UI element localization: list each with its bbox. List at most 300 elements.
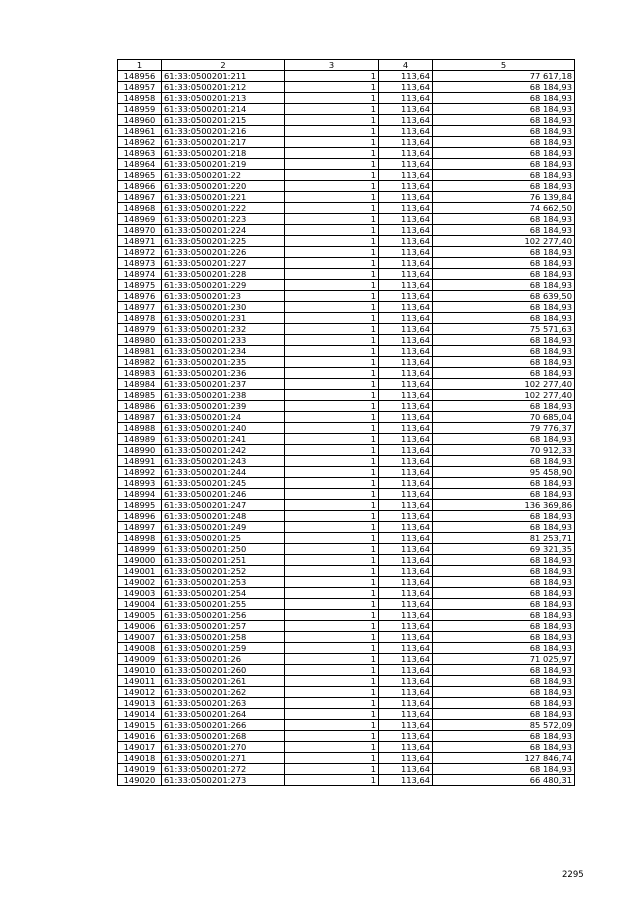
- cadastral-number-cell: 61:33:0500201:243: [162, 456, 285, 467]
- table-row: [118, 621, 575, 632]
- value-cell: 68 184,93: [433, 698, 575, 709]
- area-cell: 113,64: [379, 599, 433, 610]
- quantity-cell: 1: [285, 269, 379, 280]
- area-cell: 113,64: [379, 357, 433, 368]
- table-row: [118, 511, 575, 522]
- area-cell: 113,64: [379, 423, 433, 434]
- table-row: [118, 280, 575, 291]
- column-header-4: 4: [379, 60, 433, 71]
- table-row: [118, 456, 575, 467]
- row-number-cell: 148978: [118, 313, 162, 324]
- value-cell: 68 184,93: [433, 522, 575, 533]
- quantity-cell: 1: [285, 775, 379, 786]
- table-row: [118, 313, 575, 324]
- row-number-cell: 148990: [118, 445, 162, 456]
- row-number-cell: 148968: [118, 203, 162, 214]
- table-row: [118, 335, 575, 346]
- table-row: [118, 478, 575, 489]
- cadastral-number-cell: 61:33:0500201:212: [162, 82, 285, 93]
- area-cell: 113,64: [379, 126, 433, 137]
- area-cell: 113,64: [379, 445, 433, 456]
- value-cell: 81 253,71: [433, 533, 575, 544]
- cadastral-number-cell: 61:33:0500201:242: [162, 445, 285, 456]
- cadastral-number-cell: 61:33:0500201:237: [162, 379, 285, 390]
- cadastral-number-cell: 61:33:0500201:260: [162, 665, 285, 676]
- row-number-cell: 148983: [118, 368, 162, 379]
- value-cell: 95 458,90: [433, 467, 575, 478]
- quantity-cell: 1: [285, 247, 379, 258]
- value-cell: 68 184,93: [433, 126, 575, 137]
- quantity-cell: 1: [285, 588, 379, 599]
- row-number-cell: 149011: [118, 676, 162, 687]
- quantity-cell: 1: [285, 533, 379, 544]
- table-row: [118, 269, 575, 280]
- cadastral-number-cell: 61:33:0500201:238: [162, 390, 285, 401]
- area-cell: 113,64: [379, 302, 433, 313]
- table-row: [118, 753, 575, 764]
- value-cell: 68 184,93: [433, 709, 575, 720]
- cadastral-number-cell: 61:33:0500201:216: [162, 126, 285, 137]
- quantity-cell: 1: [285, 192, 379, 203]
- area-cell: 113,64: [379, 115, 433, 126]
- row-number-cell: 149018: [118, 753, 162, 764]
- row-number-cell: 149002: [118, 577, 162, 588]
- value-cell: 68 184,93: [433, 313, 575, 324]
- area-cell: 113,64: [379, 753, 433, 764]
- quantity-cell: 1: [285, 610, 379, 621]
- table-row: [118, 764, 575, 775]
- area-cell: 113,64: [379, 104, 433, 115]
- row-number-cell: 149009: [118, 654, 162, 665]
- cadastral-number-cell: 61:33:0500201:25: [162, 533, 285, 544]
- cadastral-number-cell: 61:33:0500201:239: [162, 401, 285, 412]
- area-cell: 113,64: [379, 643, 433, 654]
- quantity-cell: 1: [285, 368, 379, 379]
- area-cell: 113,64: [379, 335, 433, 346]
- area-cell: 113,64: [379, 500, 433, 511]
- table-row: [118, 665, 575, 676]
- value-cell: 136 369,86: [433, 500, 575, 511]
- cadastral-number-cell: 61:33:0500201:224: [162, 225, 285, 236]
- quantity-cell: 1: [285, 203, 379, 214]
- table-row: [118, 93, 575, 104]
- quantity-cell: 1: [285, 170, 379, 181]
- cadastral-number-cell: 61:33:0500201:240: [162, 423, 285, 434]
- value-cell: 68 184,93: [433, 511, 575, 522]
- area-cell: 113,64: [379, 511, 433, 522]
- table-row: [118, 500, 575, 511]
- row-number-cell: 149010: [118, 665, 162, 676]
- cadastral-number-cell: 61:33:0500201:249: [162, 522, 285, 533]
- row-number-cell: 149008: [118, 643, 162, 654]
- value-cell: 68 184,93: [433, 302, 575, 313]
- table-row: [118, 687, 575, 698]
- area-cell: 113,64: [379, 401, 433, 412]
- value-cell: 102 277,40: [433, 379, 575, 390]
- area-cell: 113,64: [379, 709, 433, 720]
- row-number-cell: 148999: [118, 544, 162, 555]
- table-row: [118, 368, 575, 379]
- row-number-cell: 148957: [118, 82, 162, 93]
- quantity-cell: 1: [285, 632, 379, 643]
- table-row: [118, 390, 575, 401]
- cadastral-number-cell: 61:33:0500201:236: [162, 368, 285, 379]
- area-cell: 113,64: [379, 489, 433, 500]
- value-cell: 68 184,93: [433, 731, 575, 742]
- area-cell: 113,64: [379, 544, 433, 555]
- area-cell: 113,64: [379, 412, 433, 423]
- cadastral-number-cell: 61:33:0500201:23: [162, 291, 285, 302]
- value-cell: 68 184,93: [433, 137, 575, 148]
- value-cell: 68 184,93: [433, 115, 575, 126]
- quantity-cell: 1: [285, 764, 379, 775]
- value-cell: 68 184,93: [433, 258, 575, 269]
- table-row: [118, 159, 575, 170]
- row-number-cell: 148967: [118, 192, 162, 203]
- area-cell: 113,64: [379, 467, 433, 478]
- table-row: [118, 577, 575, 588]
- area-cell: 113,64: [379, 764, 433, 775]
- quantity-cell: 1: [285, 709, 379, 720]
- table-header-row: [118, 60, 575, 71]
- cadastral-number-cell: 61:33:0500201:259: [162, 643, 285, 654]
- area-cell: 113,64: [379, 137, 433, 148]
- row-number-cell: 149014: [118, 709, 162, 720]
- cadastral-number-cell: 61:33:0500201:250: [162, 544, 285, 555]
- row-number-cell: 149007: [118, 632, 162, 643]
- row-number-cell: 148964: [118, 159, 162, 170]
- cadastral-number-cell: 61:33:0500201:211: [162, 71, 285, 82]
- value-cell: 76 139,84: [433, 192, 575, 203]
- table-row: [118, 82, 575, 93]
- row-number-cell: 148972: [118, 247, 162, 258]
- quantity-cell: 1: [285, 467, 379, 478]
- area-cell: 113,64: [379, 566, 433, 577]
- row-number-cell: 148981: [118, 346, 162, 357]
- page-number: 2295: [562, 870, 584, 880]
- area-cell: 113,64: [379, 324, 433, 335]
- area-cell: 113,64: [379, 775, 433, 786]
- area-cell: 113,64: [379, 225, 433, 236]
- quantity-cell: 1: [285, 555, 379, 566]
- cadastral-number-cell: 61:33:0500201:22: [162, 170, 285, 181]
- cadastral-number-cell: 61:33:0500201:246: [162, 489, 285, 500]
- table-row: [118, 148, 575, 159]
- row-number-cell: 148956: [118, 71, 162, 82]
- quantity-cell: 1: [285, 731, 379, 742]
- value-cell: 68 184,93: [433, 632, 575, 643]
- table-row: [118, 225, 575, 236]
- quantity-cell: 1: [285, 511, 379, 522]
- value-cell: 127 846,74: [433, 753, 575, 764]
- table-row: [118, 676, 575, 687]
- quantity-cell: 1: [285, 357, 379, 368]
- area-cell: 113,64: [379, 390, 433, 401]
- quantity-cell: 1: [285, 753, 379, 764]
- area-cell: 113,64: [379, 610, 433, 621]
- value-cell: 68 184,93: [433, 621, 575, 632]
- quantity-cell: 1: [285, 258, 379, 269]
- table-row: [118, 346, 575, 357]
- row-number-cell: 149000: [118, 555, 162, 566]
- value-cell: 79 776,37: [433, 423, 575, 434]
- row-number-cell: 148962: [118, 137, 162, 148]
- cadastral-number-cell: 61:33:0500201:231: [162, 313, 285, 324]
- table-row: [118, 126, 575, 137]
- quantity-cell: 1: [285, 412, 379, 423]
- cadastral-number-cell: 61:33:0500201:228: [162, 269, 285, 280]
- area-cell: 113,64: [379, 676, 433, 687]
- area-cell: 113,64: [379, 665, 433, 676]
- area-cell: 113,64: [379, 148, 433, 159]
- cadastral-number-cell: 61:33:0500201:234: [162, 346, 285, 357]
- value-cell: 68 184,93: [433, 357, 575, 368]
- row-number-cell: 149016: [118, 731, 162, 742]
- cadastral-number-cell: 61:33:0500201:26: [162, 654, 285, 665]
- row-number-cell: 149019: [118, 764, 162, 775]
- table-row: [118, 742, 575, 753]
- cadastral-number-cell: 61:33:0500201:221: [162, 192, 285, 203]
- cadastral-number-cell: 61:33:0500201:220: [162, 181, 285, 192]
- row-number-cell: 148986: [118, 401, 162, 412]
- area-cell: 113,64: [379, 522, 433, 533]
- quantity-cell: 1: [285, 225, 379, 236]
- value-cell: 66 480,31: [433, 775, 575, 786]
- row-number-cell: 148980: [118, 335, 162, 346]
- quantity-cell: 1: [285, 478, 379, 489]
- table-row: [118, 720, 575, 731]
- table-row: [118, 291, 575, 302]
- table-row: [118, 236, 575, 247]
- table-row: [118, 357, 575, 368]
- area-cell: 113,64: [379, 71, 433, 82]
- row-number-cell: 148970: [118, 225, 162, 236]
- value-cell: 70 685,04: [433, 412, 575, 423]
- quantity-cell: 1: [285, 544, 379, 555]
- row-number-cell: 148959: [118, 104, 162, 115]
- area-cell: 113,64: [379, 258, 433, 269]
- value-cell: 74 662,50: [433, 203, 575, 214]
- row-number-cell: 149003: [118, 588, 162, 599]
- row-number-cell: 148965: [118, 170, 162, 181]
- value-cell: 102 277,40: [433, 390, 575, 401]
- area-cell: 113,64: [379, 687, 433, 698]
- quantity-cell: 1: [285, 687, 379, 698]
- table-row: [118, 247, 575, 258]
- cadastral-number-cell: 61:33:0500201:218: [162, 148, 285, 159]
- table-row: [118, 434, 575, 445]
- row-number-cell: 149020: [118, 775, 162, 786]
- cadastral-number-cell: 61:33:0500201:233: [162, 335, 285, 346]
- table-row: [118, 632, 575, 643]
- quantity-cell: 1: [285, 500, 379, 511]
- row-number-cell: 148974: [118, 269, 162, 280]
- area-cell: 113,64: [379, 654, 433, 665]
- table-row: [118, 775, 575, 786]
- value-cell: 68 184,93: [433, 566, 575, 577]
- quantity-cell: 1: [285, 742, 379, 753]
- quantity-cell: 1: [285, 324, 379, 335]
- table-row: [118, 401, 575, 412]
- cadastral-number-cell: 61:33:0500201:261: [162, 676, 285, 687]
- value-cell: 68 184,93: [433, 148, 575, 159]
- quantity-cell: 1: [285, 104, 379, 115]
- value-cell: 69 321,35: [433, 544, 575, 555]
- value-cell: 68 184,93: [433, 346, 575, 357]
- area-cell: 113,64: [379, 456, 433, 467]
- quantity-cell: 1: [285, 181, 379, 192]
- cadastral-number-cell: 61:33:0500201:263: [162, 698, 285, 709]
- value-cell: 71 025,97: [433, 654, 575, 665]
- table-row: [118, 170, 575, 181]
- value-cell: 77 617,18: [433, 71, 575, 82]
- value-cell: 68 184,93: [433, 643, 575, 654]
- cadastral-number-cell: 61:33:0500201:251: [162, 555, 285, 566]
- cadastral-number-cell: 61:33:0500201:257: [162, 621, 285, 632]
- table-row: [118, 544, 575, 555]
- area-cell: 113,64: [379, 731, 433, 742]
- cadastral-number-cell: 61:33:0500201:255: [162, 599, 285, 610]
- cadastral-number-cell: 61:33:0500201:256: [162, 610, 285, 621]
- cadastral-number-cell: 61:33:0500201:230: [162, 302, 285, 313]
- table-row: [118, 709, 575, 720]
- value-cell: 68 184,93: [433, 401, 575, 412]
- row-number-cell: 148992: [118, 467, 162, 478]
- value-cell: 75 571,63: [433, 324, 575, 335]
- column-header-3: 3: [285, 60, 379, 71]
- area-cell: 113,64: [379, 346, 433, 357]
- quantity-cell: 1: [285, 566, 379, 577]
- cadastral-number-cell: 61:33:0500201:248: [162, 511, 285, 522]
- quantity-cell: 1: [285, 148, 379, 159]
- area-cell: 113,64: [379, 82, 433, 93]
- row-number-cell: 148963: [118, 148, 162, 159]
- table-row: [118, 555, 575, 566]
- area-cell: 113,64: [379, 698, 433, 709]
- quantity-cell: 1: [285, 280, 379, 291]
- value-cell: 68 184,93: [433, 687, 575, 698]
- quantity-cell: 1: [285, 115, 379, 126]
- table-row: [118, 654, 575, 665]
- quantity-cell: 1: [285, 236, 379, 247]
- row-number-cell: 148973: [118, 258, 162, 269]
- table-row: [118, 137, 575, 148]
- quantity-cell: 1: [285, 379, 379, 390]
- cadastral-number-cell: 61:33:0500201:262: [162, 687, 285, 698]
- table-row: [118, 203, 575, 214]
- value-cell: 68 184,93: [433, 269, 575, 280]
- area-cell: 113,64: [379, 203, 433, 214]
- value-cell: 70 912,33: [433, 445, 575, 456]
- value-cell: 68 184,93: [433, 588, 575, 599]
- table-row: [118, 731, 575, 742]
- row-number-cell: 148982: [118, 357, 162, 368]
- quantity-cell: 1: [285, 489, 379, 500]
- cadastral-number-cell: 61:33:0500201:225: [162, 236, 285, 247]
- row-number-cell: 148960: [118, 115, 162, 126]
- value-cell: 68 184,93: [433, 742, 575, 753]
- cadastral-number-cell: 61:33:0500201:235: [162, 357, 285, 368]
- area-cell: 113,64: [379, 247, 433, 258]
- value-cell: 68 184,93: [433, 456, 575, 467]
- cadastral-number-cell: 61:33:0500201:222: [162, 203, 285, 214]
- row-number-cell: 149017: [118, 742, 162, 753]
- area-cell: 113,64: [379, 478, 433, 489]
- row-number-cell: 148958: [118, 93, 162, 104]
- quantity-cell: 1: [285, 137, 379, 148]
- area-cell: 113,64: [379, 269, 433, 280]
- quantity-cell: 1: [285, 291, 379, 302]
- area-cell: 113,64: [379, 577, 433, 588]
- row-number-cell: 148994: [118, 489, 162, 500]
- table-row: [118, 643, 575, 654]
- cadastral-number-cell: 61:33:0500201:258: [162, 632, 285, 643]
- quantity-cell: 1: [285, 214, 379, 225]
- quantity-cell: 1: [285, 654, 379, 665]
- cadastral-number-cell: 61:33:0500201:247: [162, 500, 285, 511]
- value-cell: 68 184,93: [433, 665, 575, 676]
- quantity-cell: 1: [285, 599, 379, 610]
- cadastral-number-cell: 61:33:0500201:213: [162, 93, 285, 104]
- table-row: [118, 181, 575, 192]
- value-cell: 68 184,93: [433, 599, 575, 610]
- quantity-cell: 1: [285, 159, 379, 170]
- row-number-cell: 149015: [118, 720, 162, 731]
- column-header-2: 2: [162, 60, 285, 71]
- row-number-cell: 148989: [118, 434, 162, 445]
- quantity-cell: 1: [285, 621, 379, 632]
- table-row: [118, 489, 575, 500]
- cadastral-number-cell: 61:33:0500201:241: [162, 434, 285, 445]
- value-cell: 68 184,93: [433, 335, 575, 346]
- table-row: [118, 214, 575, 225]
- table-row: [118, 379, 575, 390]
- table-row: [118, 104, 575, 115]
- value-cell: 68 184,93: [433, 181, 575, 192]
- value-cell: 68 184,93: [433, 764, 575, 775]
- value-cell: 68 184,93: [433, 170, 575, 181]
- value-cell: 68 184,93: [433, 93, 575, 104]
- row-number-cell: 149001: [118, 566, 162, 577]
- row-number-cell: 149012: [118, 687, 162, 698]
- row-number-cell: 149013: [118, 698, 162, 709]
- row-number-cell: 148987: [118, 412, 162, 423]
- value-cell: 102 277,40: [433, 236, 575, 247]
- column-header-5: 5: [433, 60, 575, 71]
- cadastral-number-cell: 61:33:0500201:268: [162, 731, 285, 742]
- row-number-cell: 148993: [118, 478, 162, 489]
- quantity-cell: 1: [285, 82, 379, 93]
- row-number-cell: 148984: [118, 379, 162, 390]
- quantity-cell: 1: [285, 401, 379, 412]
- area-cell: 113,64: [379, 533, 433, 544]
- table-row: [118, 467, 575, 478]
- quantity-cell: 1: [285, 676, 379, 687]
- table-row: [118, 522, 575, 533]
- quantity-cell: 1: [285, 720, 379, 731]
- quantity-cell: 1: [285, 456, 379, 467]
- row-number-cell: 148966: [118, 181, 162, 192]
- cadastral-number-cell: 61:33:0500201:245: [162, 478, 285, 489]
- table-row: [118, 302, 575, 313]
- value-cell: 68 184,93: [433, 489, 575, 500]
- row-number-cell: 148998: [118, 533, 162, 544]
- value-cell: 68 184,93: [433, 247, 575, 258]
- table-body: [118, 71, 575, 786]
- area-cell: 113,64: [379, 621, 433, 632]
- table-row: [118, 610, 575, 621]
- value-cell: 85 572,09: [433, 720, 575, 731]
